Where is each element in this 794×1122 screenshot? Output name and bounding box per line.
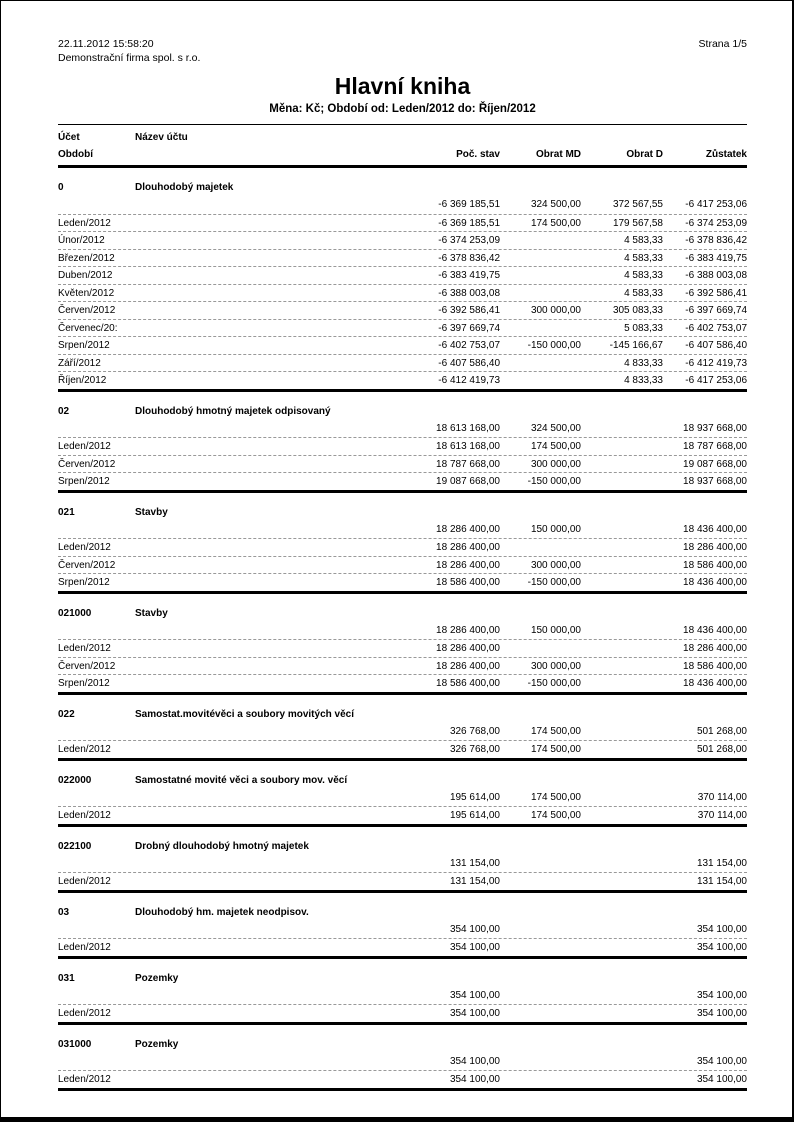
- col-header-debit-turnover: Obrat MD: [536, 149, 581, 160]
- account-name: Stavby: [135, 607, 168, 619]
- period-label: Září/2012: [58, 357, 101, 369]
- period-initial-balance: 354 100,00: [449, 1074, 500, 1085]
- account-code: 022000: [58, 774, 92, 786]
- period-credit-turnover: 179 567,58: [612, 217, 663, 229]
- account-name: Dlouhodobý majetek: [135, 182, 234, 193]
- period-debit-turnover: 300 000,00: [530, 559, 581, 571]
- account-summary-row: [58, 622, 747, 640]
- summary-credit-turnover: [581, 789, 663, 807]
- summary-initial-balance: 131 154,00: [449, 857, 500, 869]
- period-initial-balance: 18 286 400,00: [436, 542, 500, 553]
- summary-credit-turnover: [581, 420, 663, 438]
- period-label: Leden/2012: [58, 876, 111, 887]
- period-initial-balance: -6 392 586,41: [438, 305, 500, 316]
- period-row: [58, 1004, 747, 1022]
- period-credit-turnover: 4 583,33: [624, 270, 663, 281]
- period-debit-turnover: [500, 939, 581, 956]
- period-row: [58, 455, 747, 473]
- period-rows: [58, 1004, 747, 1022]
- summary-credit-turnover: [581, 855, 663, 873]
- period-debit-turnover: [500, 1005, 581, 1022]
- summary-initial-balance: 18 286 400,00: [436, 523, 500, 535]
- period-label: Leden/2012: [58, 744, 111, 755]
- summary-debit-turnover: [500, 855, 581, 873]
- period-balance: 18 436 400,00: [683, 577, 747, 588]
- period-label: Únor/2012: [58, 235, 105, 246]
- summary-debit-turnover: [500, 987, 581, 1005]
- col-header-credit-turnover: Obrat D: [626, 149, 663, 160]
- period-credit-turnover: [581, 873, 663, 890]
- period-label: Leden/2012: [58, 810, 111, 821]
- period-debit-turnover: [500, 1071, 581, 1088]
- col-header-account: Účet: [58, 132, 80, 143]
- period-credit-turnover: [581, 456, 663, 473]
- period-credit-turnover: [581, 1071, 663, 1088]
- period-initial-balance: -6 397 669,74: [438, 322, 500, 334]
- account-section: [58, 1036, 747, 1091]
- period-label: Červen/2012: [58, 660, 116, 672]
- period-debit-turnover: [500, 355, 581, 372]
- period-initial-balance: 326 768,00: [449, 744, 500, 755]
- period-row: [58, 1070, 747, 1088]
- period-credit-turnover: [581, 675, 663, 692]
- account-name: Dlouhodobý hmotný majetek odpisovaný: [135, 405, 331, 417]
- period-balance: 501 268,00: [696, 744, 747, 755]
- summary-initial-balance: 354 100,00: [449, 923, 500, 935]
- account-code: 021000: [58, 607, 92, 619]
- period-rows: [58, 740, 747, 758]
- period-balance: 354 100,00: [696, 1074, 747, 1085]
- period-label: Leden/2012: [58, 217, 111, 229]
- account-section: [58, 838, 747, 893]
- period-row: [58, 336, 747, 354]
- period-label: Srpen/2012: [58, 340, 110, 351]
- period-debit-turnover: [500, 539, 581, 556]
- period-initial-balance: 131 154,00: [449, 876, 500, 887]
- company-name: Demonstrační firma spol. s r.o.: [58, 52, 201, 64]
- period-initial-balance: 18 613 168,00: [436, 441, 500, 452]
- summary-balance: 501 268,00: [696, 725, 747, 737]
- period-balance: -6 417 253,06: [685, 375, 747, 386]
- period-label: Květen/2012: [58, 287, 115, 299]
- summary-initial-balance: 326 768,00: [449, 725, 500, 737]
- period-initial-balance: 18 286 400,00: [436, 559, 500, 571]
- period-initial-balance: -6 369 185,51: [438, 217, 500, 229]
- period-balance: 18 286 400,00: [683, 643, 747, 654]
- summary-initial-balance: -6 369 185,51: [438, 199, 500, 210]
- account-summary-row: [58, 987, 747, 1005]
- period-rows: [58, 214, 747, 389]
- period-rows: [58, 872, 747, 890]
- period-balance: -6 402 753,07: [685, 322, 747, 334]
- period-initial-balance: 18 586 400,00: [436, 577, 500, 588]
- period-balance: 354 100,00: [696, 1008, 747, 1019]
- period-balance: 18 937 668,00: [683, 476, 747, 487]
- period-label: Leden/2012: [58, 643, 111, 654]
- period-credit-turnover: 5 083,33: [624, 322, 663, 334]
- period-credit-turnover: 305 083,33: [612, 305, 663, 316]
- period-rows: [58, 1070, 747, 1088]
- summary-balance: -6 417 253,06: [685, 199, 747, 210]
- account-title-row: [58, 904, 747, 921]
- summary-credit-turnover: [581, 1053, 663, 1071]
- period-row: [58, 538, 747, 556]
- account-section: [58, 179, 747, 392]
- period-balance: -6 407 586,40: [685, 340, 747, 351]
- account-code: 021: [58, 506, 75, 518]
- period-label: Leden/2012: [58, 1074, 111, 1085]
- period-initial-balance: -6 378 836,42: [438, 252, 500, 264]
- summary-debit-turnover: 174 500,00: [530, 791, 581, 803]
- summary-balance: 354 100,00: [696, 989, 747, 1001]
- summary-credit-turnover: [581, 987, 663, 1005]
- period-credit-turnover: [581, 741, 663, 758]
- period-row: [58, 657, 747, 675]
- account-code: 031000: [58, 1038, 92, 1050]
- period-initial-balance: -6 383 419,75: [438, 270, 500, 281]
- period-credit-turnover: 4 833,33: [624, 357, 663, 369]
- summary-credit-turnover: [581, 622, 663, 640]
- account-section: [58, 403, 747, 493]
- period-balance: 19 087 668,00: [683, 458, 747, 470]
- account-summary-row: [58, 1053, 747, 1071]
- account-section: [58, 970, 747, 1025]
- col-header-initial-balance: Poč. stav: [456, 149, 500, 160]
- page-number: Strana 1/5: [698, 38, 747, 50]
- account-code: 02: [58, 405, 70, 417]
- summary-credit-turnover: [581, 723, 663, 741]
- period-balance: -6 388 003,08: [685, 270, 747, 281]
- period-rows: [58, 538, 747, 591]
- period-label: Červen/2012: [58, 458, 116, 470]
- account-summary-row: [58, 196, 747, 214]
- period-row: [58, 472, 747, 490]
- account-title-row: [58, 772, 747, 789]
- period-credit-turnover: -145 166,67: [609, 340, 663, 351]
- period-credit-turnover: [581, 574, 663, 591]
- summary-debit-turnover: 150 000,00: [530, 523, 581, 535]
- period-row: [58, 872, 747, 890]
- col-header-balance: Zůstatek: [705, 149, 747, 160]
- period-label: Březen/2012: [58, 252, 115, 264]
- period-rows: [58, 437, 747, 490]
- report-subtitle: Měna: Kč; Období od: Leden/2012 do: Říjen/2012: [269, 103, 536, 115]
- summary-balance: 18 436 400,00: [683, 624, 747, 636]
- table-header-row-2: [58, 146, 747, 163]
- period-rows: [58, 806, 747, 824]
- account-summary-row: [58, 789, 747, 807]
- period-credit-turnover: [581, 640, 663, 657]
- account-name: Stavby: [135, 506, 168, 518]
- period-row: [58, 674, 747, 692]
- period-label: Srpen/2012: [58, 577, 110, 588]
- period-credit-turnover: [581, 557, 663, 574]
- period-debit-turnover: 174 500,00: [530, 744, 581, 755]
- period-label: Červenec/20:: [58, 322, 118, 334]
- col-header-account-name: Název účtu: [135, 132, 188, 143]
- account-code: 0: [58, 182, 64, 193]
- period-debit-turnover: 174 500,00: [530, 217, 581, 229]
- period-credit-turnover: [581, 658, 663, 675]
- report-title: Hlavní kniha: [334, 73, 471, 99]
- account-name: Dlouhodobý hm. majetek neodpisov.: [135, 906, 309, 918]
- period-initial-balance: 195 614,00: [449, 810, 500, 821]
- period-balance: 18 436 400,00: [683, 678, 747, 689]
- period-row: [58, 573, 747, 591]
- period-debit-turnover: [500, 285, 581, 302]
- page-meta: [58, 37, 747, 65]
- period-credit-turnover: [581, 939, 663, 956]
- period-balance: -6 412 419,73: [685, 357, 747, 369]
- account-name: Drobný dlouhodobý hmotný majetek: [135, 840, 309, 852]
- period-label: Červen/2012: [58, 559, 116, 571]
- period-initial-balance: 354 100,00: [449, 1008, 500, 1019]
- period-credit-turnover: 4 833,33: [624, 375, 663, 386]
- period-balance: 18 586 400,00: [683, 559, 747, 571]
- period-credit-turnover: [581, 807, 663, 824]
- summary-debit-turnover: [500, 921, 581, 939]
- summary-initial-balance: 18 613 168,00: [436, 422, 500, 434]
- summary-initial-balance: 195 614,00: [449, 791, 500, 803]
- account-section: [58, 904, 747, 959]
- account-section: [58, 772, 747, 827]
- summary-credit-turnover: 372 567,55: [612, 199, 663, 210]
- period-debit-turnover: [500, 232, 581, 249]
- period-row: [58, 639, 747, 657]
- period-debit-turnover: [500, 873, 581, 890]
- period-balance: 18 586 400,00: [683, 660, 747, 672]
- account-title-row: [58, 504, 747, 521]
- period-initial-balance: -6 374 253,09: [438, 235, 500, 246]
- period-balance: 18 286 400,00: [683, 542, 747, 553]
- summary-balance: 131 154,00: [696, 857, 747, 869]
- account-code: 031: [58, 972, 75, 984]
- period-row: [58, 806, 747, 824]
- account-title-row: [58, 179, 747, 196]
- period-label: Leden/2012: [58, 942, 111, 953]
- account-summary-row: [58, 855, 747, 873]
- period-row: [58, 938, 747, 956]
- period-debit-turnover: -150 000,00: [527, 678, 581, 689]
- meta-left: [58, 37, 200, 65]
- period-rows: [58, 639, 747, 692]
- period-balance: -6 383 419,75: [685, 252, 747, 264]
- period-balance: 370 114,00: [697, 810, 747, 821]
- period-initial-balance: 18 787 668,00: [436, 458, 500, 470]
- period-row: [58, 556, 747, 574]
- account-title-row: [58, 970, 747, 987]
- account-title-row: [58, 605, 747, 622]
- period-debit-turnover: -150 000,00: [527, 476, 581, 487]
- account-name: Samostatné movité věci a soubory mov. věcí: [135, 774, 348, 786]
- period-balance: -6 374 253,09: [685, 217, 747, 229]
- summary-balance: 354 100,00: [696, 923, 747, 935]
- period-row: [58, 231, 747, 249]
- period-credit-turnover: [581, 1005, 663, 1022]
- period-label: Červen/2012: [58, 305, 116, 316]
- period-debit-turnover: 300 000,00: [530, 660, 581, 672]
- period-label: Leden/2012: [58, 542, 111, 553]
- account-sections: [58, 179, 747, 1091]
- period-debit-turnover: [500, 640, 581, 657]
- period-initial-balance: 354 100,00: [449, 942, 500, 953]
- account-code: 022100: [58, 840, 92, 852]
- period-debit-turnover: [500, 250, 581, 267]
- period-row: [58, 319, 747, 337]
- account-title-row: [58, 706, 747, 723]
- table-header: [58, 124, 747, 168]
- period-initial-balance: -6 402 753,07: [438, 340, 500, 351]
- period-debit-turnover: [500, 372, 581, 389]
- period-row: [58, 266, 747, 284]
- summary-initial-balance: 18 286 400,00: [436, 624, 500, 636]
- period-credit-turnover: [581, 539, 663, 556]
- period-debit-turnover: -150 000,00: [527, 577, 581, 588]
- summary-debit-turnover: 324 500,00: [530, 199, 581, 210]
- summary-initial-balance: 354 100,00: [449, 989, 500, 1001]
- period-balance: -6 378 836,42: [685, 235, 747, 246]
- account-name: Samostat.movitévěci a soubory movitých věcí: [135, 708, 354, 720]
- summary-balance: 18 436 400,00: [683, 523, 747, 535]
- summary-debit-turnover: 150 000,00: [530, 624, 581, 636]
- period-credit-turnover: 4 583,33: [624, 235, 663, 246]
- period-initial-balance: 19 087 668,00: [436, 476, 500, 487]
- period-credit-turnover: [581, 473, 663, 490]
- account-title-row: [58, 1036, 747, 1053]
- col-header-period: Období: [58, 149, 93, 160]
- period-label: Srpen/2012: [58, 476, 110, 487]
- period-debit-turnover: [500, 267, 581, 284]
- period-row: [58, 371, 747, 389]
- period-debit-turnover: 300 000,00: [530, 305, 581, 316]
- period-debit-turnover: 174 500,00: [530, 441, 581, 452]
- period-label: Duben/2012: [58, 270, 113, 281]
- period-rows: [58, 938, 747, 956]
- period-row: [58, 301, 747, 319]
- period-credit-turnover: 4 583,33: [624, 252, 663, 264]
- table-header-row-1: [58, 129, 747, 146]
- account-name: Pozemky: [135, 1038, 179, 1050]
- summary-balance: 18 937 668,00: [683, 422, 747, 434]
- summary-debit-turnover: [500, 1053, 581, 1071]
- account-title-row: [58, 838, 747, 855]
- account-summary-row: [58, 921, 747, 939]
- account-summary-row: [58, 420, 747, 438]
- period-row: [58, 214, 747, 232]
- account-code: 022: [58, 708, 75, 720]
- period-debit-turnover: -150 000,00: [527, 340, 581, 351]
- summary-balance: 354 100,00: [696, 1055, 747, 1067]
- summary-credit-turnover: [581, 521, 663, 539]
- period-row: [58, 284, 747, 302]
- period-initial-balance: -6 407 586,40: [438, 357, 500, 369]
- report-datetime: 22.11.2012 15:58:20: [58, 38, 154, 50]
- account-code: 03: [58, 906, 70, 918]
- account-section: [58, 504, 747, 594]
- summary-debit-turnover: 174 500,00: [530, 725, 581, 737]
- account-section: [58, 605, 747, 695]
- period-row: [58, 437, 747, 455]
- summary-initial-balance: 354 100,00: [449, 1055, 500, 1067]
- period-debit-turnover: [500, 320, 581, 337]
- account-title-row: [58, 403, 747, 420]
- period-balance: 131 154,00: [696, 876, 747, 887]
- summary-credit-turnover: [581, 921, 663, 939]
- period-row: [58, 354, 747, 372]
- period-initial-balance: 18 286 400,00: [436, 660, 500, 672]
- period-initial-balance: -6 412 419,73: [438, 375, 500, 386]
- period-label: Leden/2012: [58, 1008, 111, 1019]
- period-balance: 18 787 668,00: [683, 441, 747, 452]
- account-summary-row: [58, 723, 747, 741]
- account-name: Pozemky: [135, 972, 179, 984]
- period-label: Leden/2012: [58, 441, 111, 452]
- period-debit-turnover: 300 000,00: [530, 458, 581, 470]
- period-row: [58, 249, 747, 267]
- account-section: [58, 706, 747, 761]
- period-debit-turnover: 174 500,00: [530, 810, 581, 821]
- period-balance: 354 100,00: [696, 942, 747, 953]
- summary-debit-turnover: 324 500,00: [530, 422, 581, 434]
- period-initial-balance: 18 586 400,00: [436, 678, 500, 689]
- period-initial-balance: 18 286 400,00: [436, 643, 500, 654]
- period-credit-turnover: [581, 438, 663, 455]
- period-label: Srpen/2012: [58, 678, 110, 689]
- period-balance: -6 392 586,41: [685, 287, 747, 299]
- period-credit-turnover: 4 583,33: [624, 287, 663, 299]
- account-summary-row: [58, 521, 747, 539]
- period-row: [58, 740, 747, 758]
- period-label: Říjen/2012: [58, 375, 107, 386]
- period-balance: -6 397 669,74: [685, 305, 747, 316]
- summary-balance: 370 114,00: [697, 791, 747, 803]
- period-initial-balance: -6 388 003,08: [438, 287, 500, 299]
